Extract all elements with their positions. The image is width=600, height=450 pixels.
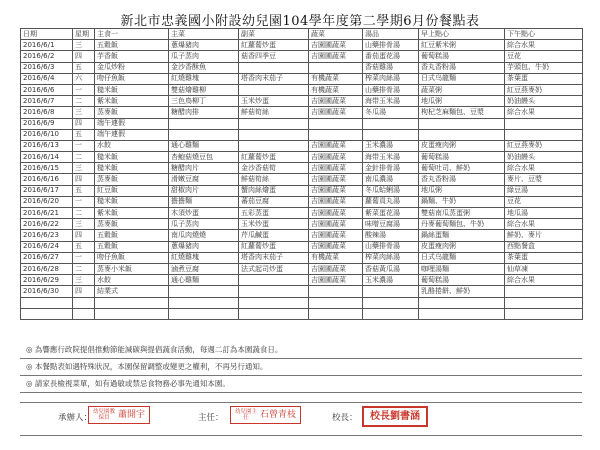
table-row xyxy=(21,84,583,95)
cell-vegetable: 吉園圃蔬菜 xyxy=(309,241,363,252)
table-row xyxy=(21,196,583,207)
cell-weekday: 四 xyxy=(73,51,95,62)
cell-soup xyxy=(363,286,419,297)
cell-morning-snack: 地瓜粥 xyxy=(419,185,505,196)
cell-weekday: 四 xyxy=(73,230,95,241)
cell-staple: 糙米飯 xyxy=(95,163,169,174)
cell-main-dish: 紅燒雞塊 xyxy=(169,73,239,84)
cell-date: 2016/6/23 xyxy=(21,230,73,241)
cell-weekday: 三 xyxy=(73,219,95,230)
cell-main-dish: 蔥爆豬肉 xyxy=(169,241,239,252)
cell-main-dish xyxy=(169,297,239,308)
cell-date: 2016/6/10 xyxy=(21,129,73,140)
cell-side-dish: 塔香肉末茄子 xyxy=(239,252,309,263)
cell-date: 2016/6/16 xyxy=(21,174,73,185)
cell-vegetable: 吉園圃蔬菜 xyxy=(309,208,363,219)
cell-side-dish xyxy=(239,286,309,297)
cell-afternoon-snack xyxy=(505,118,583,129)
cell-soup: 南瓜濃湯 xyxy=(363,174,419,185)
cell-weekday: 三 xyxy=(73,275,95,286)
cell-afternoon-snack xyxy=(505,129,583,140)
table-row xyxy=(21,297,583,308)
cell-morning-snack xyxy=(419,308,505,319)
cell-side-dish: 金沙香菇筍 xyxy=(239,163,309,174)
cell-side-dish: 芹瓜鹹蛋 xyxy=(239,230,309,241)
cell-weekday: 二 xyxy=(73,208,95,219)
cell-main-dish xyxy=(169,308,239,319)
table-row xyxy=(21,219,583,230)
cell-afternoon-snack: 麥片、豆漿 xyxy=(505,174,583,185)
cell-weekday: 五 xyxy=(73,129,95,140)
cell-main-dish: 通心雞麵 xyxy=(169,140,239,151)
table-row xyxy=(21,174,583,185)
cell-vegetable: 有機蔬菜 xyxy=(309,84,363,95)
cell-main-dish: 滑嫩豆腐 xyxy=(169,174,239,185)
cell-weekday: 四 xyxy=(73,174,95,185)
column-header-vegetable: 蔬菜 xyxy=(309,29,363,40)
cell-vegetable: 吉園圃蔬菜 xyxy=(309,152,363,163)
cell-afternoon-snack: 紅豆燕麥奶 xyxy=(505,84,583,95)
cell-afternoon-snack xyxy=(505,297,583,308)
cell-side-dish xyxy=(239,129,309,140)
cell-vegetable: 吉園圃蔬菜 xyxy=(309,185,363,196)
cell-afternoon-snack: 綠豆湯 xyxy=(505,185,583,196)
cell-main-dish: 糖醋肉片 xyxy=(169,163,239,174)
cell-date: 2016/6/21 xyxy=(21,208,73,219)
cell-side-dish: 紅蘿蔔炒蛋 xyxy=(239,241,309,252)
cell-staple: 糙米飯 xyxy=(95,196,169,207)
cell-staple: 紅豆飯 xyxy=(95,185,169,196)
cell-date: 2016/6/4 xyxy=(21,73,73,84)
cell-vegetable: 吉園圃蔬菜 xyxy=(309,196,363,207)
table-row xyxy=(21,40,583,51)
cell-morning-snack xyxy=(419,297,505,308)
cell-weekday: 二 xyxy=(73,96,95,107)
cell-vegetable: 吉園圃蔬菜 xyxy=(309,230,363,241)
cell-vegetable xyxy=(309,118,363,129)
cell-soup: 冬瓜湯 xyxy=(363,107,419,118)
cell-vegetable xyxy=(309,297,363,308)
cell-date: 2016/6/15 xyxy=(21,163,73,174)
director-stamp xyxy=(230,406,301,424)
column-header-side-dish: 副菜 xyxy=(239,29,309,40)
cell-main-dish: 杏鮑菇燒豆包 xyxy=(169,152,239,163)
signature-row xyxy=(20,402,582,436)
table-row xyxy=(21,241,583,252)
cell-date: 2016/6/20 xyxy=(21,196,73,207)
cell-morning-snack: 皮蛋瘦肉粥 xyxy=(419,241,505,252)
cell-soup xyxy=(363,308,419,319)
cell-weekday: 一 xyxy=(73,140,95,151)
cell-staple: 芋香飯 xyxy=(95,51,169,62)
table-row xyxy=(21,118,583,129)
cell-staple: 蒸麥飯 xyxy=(95,219,169,230)
page-title: 新北市忠義國小附設幼兒園104學年度第二學期6月份餐點表 xyxy=(120,14,480,29)
cell-staple: 金瓜炒粉 xyxy=(95,62,169,73)
cell-date: 2016/6/7 xyxy=(21,96,73,107)
cell-date: 2016/6/1 xyxy=(21,40,73,51)
cell-afternoon-snack: 綜合水果 xyxy=(505,40,583,51)
maker-stamp-org: 幼兒園教保員 xyxy=(93,409,116,421)
cell-vegetable xyxy=(309,129,363,140)
cell-date: 2016/6/22 xyxy=(21,219,73,230)
cell-soup: 山藥排骨湯 xyxy=(363,40,419,51)
cell-side-dish xyxy=(239,297,309,308)
cell-weekday: 三 xyxy=(73,40,95,51)
table-row xyxy=(21,308,583,319)
cell-staple: 蒸麥小米飯 xyxy=(95,263,169,274)
cell-vegetable: 吉園圃蔬菜 xyxy=(309,219,363,230)
column-header-afternoon-snack: 下午點心 xyxy=(505,29,583,40)
column-header-morning-snack: 早上點心 xyxy=(419,29,505,40)
cell-main-dish xyxy=(169,129,239,140)
cell-side-dish: 蟹肉絲燴蛋 xyxy=(239,185,309,196)
cell-weekday: 二 xyxy=(73,152,95,163)
cell-side-dish xyxy=(239,308,309,319)
cell-vegetable: 有機蔬菜 xyxy=(309,252,363,263)
cell-soup: 玉米濃湯 xyxy=(363,140,419,151)
cell-morning-snack: 雙菇南瓜蒸蛋粥 xyxy=(419,208,505,219)
cell-side-dish xyxy=(239,84,309,95)
cell-soup: 味噌豆腐湯 xyxy=(363,219,419,230)
cell-morning-snack: 香丸香粉湯 xyxy=(419,174,505,185)
cell-staple: 五穀飯 xyxy=(95,40,169,51)
note-vegetarian-day: ◎ 為響應行政院提倡推動節能減碳與提倡蔬食活動，每週二訂為本園蔬食日。 xyxy=(20,342,582,359)
cell-side-dish: 玉米炒蛋 xyxy=(239,219,309,230)
cell-morning-snack: 咖哩湯麵 xyxy=(419,263,505,274)
cell-afternoon-snack: 奶油饅头 xyxy=(505,96,583,107)
cell-vegetable xyxy=(309,286,363,297)
cell-morning-snack: 乳酪捲餅、鮮奶 xyxy=(419,286,505,297)
table-row xyxy=(21,263,583,274)
cell-date xyxy=(21,297,73,308)
cell-weekday: 一 xyxy=(73,196,95,207)
table-row xyxy=(21,107,583,118)
cell-soup: 香菇黃瓜湯 xyxy=(363,263,419,274)
cell-morning-snack: 葡萄糕湯 xyxy=(419,51,505,62)
cell-weekday: 二 xyxy=(73,263,95,274)
director-label: 主任： xyxy=(198,413,224,423)
cell-side-dish: 鮮菇筍絲 xyxy=(239,174,309,185)
cell-main-dish: 甜椒肉片 xyxy=(169,185,239,196)
cell-date: 2016/6/29 xyxy=(21,275,73,286)
cell-weekday: 三 xyxy=(73,163,95,174)
table-row xyxy=(21,252,583,263)
cell-soup: 榨菜肉絲湯 xyxy=(363,73,419,84)
cell-soup: 山藥排骨湯 xyxy=(363,84,419,95)
cell-soup: 海带玉米湯 xyxy=(363,152,419,163)
cell-vegetable xyxy=(309,62,363,73)
cell-morning-snack: 鍋絲蛋麵 xyxy=(419,230,505,241)
cell-main-dish: 滷煮豆腐 xyxy=(169,263,239,274)
cell-afternoon-snack: 仙草凍 xyxy=(505,263,583,274)
cell-date: 2016/6/9 xyxy=(21,118,73,129)
cell-staple: 結業式 xyxy=(95,286,169,297)
cell-side-dish: 鮮菇筍絲 xyxy=(239,107,309,118)
cell-afternoon-snack: 綜合水果 xyxy=(505,107,583,118)
cell-staple: 紫米飯 xyxy=(95,208,169,219)
cell-main-dish: 木須炒蛋 xyxy=(169,208,239,219)
principal-stamp: 校長劉書涵 xyxy=(362,406,428,427)
table-row xyxy=(21,230,583,241)
cell-morning-snack: 葡萄糕湯 xyxy=(419,152,505,163)
cell-soup: 海带玉米湯 xyxy=(363,96,419,107)
cell-vegetable: 吉園圃蔬菜 xyxy=(309,174,363,185)
note-allergy: ◎ 請家長檢視菜單，如有過敏或禁忌食物務必事先通知本園。 xyxy=(20,376,582,393)
cell-vegetable xyxy=(309,308,363,319)
cell-vegetable: 吉園圃蔬菜 xyxy=(309,140,363,151)
cell-soup xyxy=(363,129,419,140)
cell-side-dish: 紅蘿蔔炒蛋 xyxy=(239,152,309,163)
table-row xyxy=(21,275,583,286)
cell-vegetable: 吉園圃蔬菜 xyxy=(309,275,363,286)
cell-afternoon-snack: 豆花 xyxy=(505,196,583,207)
cell-staple: 水餃 xyxy=(95,275,169,286)
cell-soup: 冬瓜蛤蜊湯 xyxy=(363,185,419,196)
cell-staple: 吻仔魚飯 xyxy=(95,73,169,84)
cell-main-dish xyxy=(169,286,239,297)
cell-date: 2016/6/3 xyxy=(21,62,73,73)
cell-weekday: 六 xyxy=(73,73,95,84)
cell-staple: 吻仔魚飯 xyxy=(95,252,169,263)
note-menu-change: ◎ 本餐點表如遇特殊狀況，本園保留調整或變更之權利，不再另行通知。 xyxy=(20,359,582,376)
cell-morning-snack: 丹麥葡萄麵包、牛奶 xyxy=(419,219,505,230)
cell-date: 2016/6/28 xyxy=(21,263,73,274)
cell-morning-snack: 香丸香粉湯 xyxy=(419,62,505,73)
cell-afternoon-snack: 地瓜湯 xyxy=(505,208,583,219)
director-stamp-name: 石曾青枝 xyxy=(260,409,297,420)
cell-date: 2016/6/2 xyxy=(21,51,73,62)
cell-date: 2016/6/13 xyxy=(21,140,73,151)
cell-weekday: 一 xyxy=(73,252,95,263)
cell-date xyxy=(21,308,73,319)
table-row xyxy=(21,140,583,151)
cell-morning-snack: 葡萄糕湯 xyxy=(419,275,505,286)
column-header-soup: 湯品 xyxy=(363,29,419,40)
cell-staple: 糙米飯 xyxy=(95,152,169,163)
cell-weekday: 五 xyxy=(73,241,95,252)
table-row xyxy=(21,208,583,219)
cell-weekday: 三 xyxy=(73,107,95,118)
cell-staple: 水餃 xyxy=(95,140,169,151)
cell-side-dish: 紅蘿蔔炒蛋 xyxy=(239,40,309,51)
cell-side-dish: 塔香肉末茄子 xyxy=(239,73,309,84)
cell-morning-snack xyxy=(419,118,505,129)
cell-afternoon-snack: 綜合水果 xyxy=(505,219,583,230)
cell-afternoon-snack: 奶油饅头 xyxy=(505,152,583,163)
cell-soup: 玉米濃湯 xyxy=(363,275,419,286)
cell-staple: 紫米飯 xyxy=(95,96,169,107)
cell-afternoon-snack: 綜合水果 xyxy=(505,275,583,286)
cell-weekday xyxy=(73,297,95,308)
cell-side-dish: 蕃茄豆腐 xyxy=(239,196,309,207)
cell-vegetable: 吉園圃蔬菜 xyxy=(309,107,363,118)
cell-weekday: 五 xyxy=(73,62,95,73)
column-header-staple: 主食一 xyxy=(95,29,169,40)
cell-afternoon-snack: 鮮奶、麥片 xyxy=(505,230,583,241)
cell-staple: 端午連假 xyxy=(95,129,169,140)
cell-staple: 端午連假 xyxy=(95,118,169,129)
cell-soup: 香菇雞湯 xyxy=(363,62,419,73)
cell-morning-snack: 蔬菜粥 xyxy=(419,84,505,95)
column-header-main-dish: 主菜 xyxy=(169,29,239,40)
table-row xyxy=(21,185,583,196)
cell-afternoon-snack: 紅豆燕麥奶 xyxy=(505,140,583,151)
principal-label: 校長： xyxy=(332,413,358,423)
cell-afternoon-snack xyxy=(505,286,583,297)
cell-morning-snack: 葡萄吐司、鮮奶 xyxy=(419,163,505,174)
cell-vegetable: 吉園圃蔬菜 xyxy=(309,263,363,274)
cell-morning-snack: 地瓜粥 xyxy=(419,96,505,107)
cell-staple: 蒸麥飯 xyxy=(95,174,169,185)
table-row xyxy=(21,163,583,174)
table-row xyxy=(21,62,583,73)
meal-table xyxy=(20,28,583,320)
cell-side-dish xyxy=(239,118,309,129)
cell-soup xyxy=(363,118,419,129)
cell-date: 2016/6/14 xyxy=(21,152,73,163)
cell-afternoon-snack: 茶葉蛋 xyxy=(505,73,583,84)
cell-main-dish: 糖醋肉排 xyxy=(169,107,239,118)
cell-main-dish: 蔥爆豬肉 xyxy=(169,40,239,51)
cell-afternoon-snack: 綜合水果 xyxy=(505,163,583,174)
column-header-weekday: 星期 xyxy=(73,29,95,40)
maker-stamp-name: 蕭開宇 xyxy=(118,409,146,420)
table-row xyxy=(21,152,583,163)
cell-vegetable: 吉園圃蔬菜 xyxy=(309,96,363,107)
maker-stamp xyxy=(88,406,150,424)
cell-weekday: 四 xyxy=(73,286,95,297)
cell-date: 2016/6/8 xyxy=(21,107,73,118)
cell-vegetable: 吉園圃蔬菜 xyxy=(309,51,363,62)
cell-side-dish: 菇香四季豆 xyxy=(239,51,309,62)
cell-soup: 酸辣湯 xyxy=(363,230,419,241)
table-row xyxy=(21,286,583,297)
cell-side-dish: 五彩蒸蛋 xyxy=(239,208,309,219)
cell-staple: 五穀飯 xyxy=(95,230,169,241)
cell-morning-snack: 日式乌龍麵 xyxy=(419,252,505,263)
cell-morning-snack xyxy=(419,129,505,140)
cell-side-dish xyxy=(239,140,309,151)
table-row xyxy=(21,73,583,84)
cell-morning-snack: 紅豆紫米粥 xyxy=(419,40,505,51)
cell-main-dish: 通心雞麵 xyxy=(169,275,239,286)
cell-vegetable: 吉園圃蔬菜 xyxy=(309,163,363,174)
cell-side-dish xyxy=(239,275,309,286)
table-row xyxy=(21,96,583,107)
cell-soup: 蘿蔔貢丸湯 xyxy=(363,196,419,207)
cell-staple: 糙米飯 xyxy=(95,84,169,95)
cell-side-dish: 法式起司炒蛋 xyxy=(239,263,309,274)
cell-morning-snack: 枸杞芝麻麵包、豆漿 xyxy=(419,107,505,118)
column-header-date: 日期 xyxy=(21,29,73,40)
cell-date: 2016/6/24 xyxy=(21,241,73,252)
cell-morning-snack: 皮蛋瘦肉粥 xyxy=(419,140,505,151)
cell-staple: 五穀飯 xyxy=(95,241,169,252)
cell-staple xyxy=(95,308,169,319)
cell-soup xyxy=(363,297,419,308)
cell-main-dish xyxy=(169,118,239,129)
cell-side-dish xyxy=(239,62,309,73)
cell-main-dish: 三色鳥柳丁 xyxy=(169,96,239,107)
cell-soup: 山藥排骨湯 xyxy=(363,241,419,252)
director-stamp-org: 幼兒園主任 xyxy=(235,409,258,421)
cell-afternoon-snack: 西點餐盒 xyxy=(505,241,583,252)
cell-main-dish: 紅燒雞塊 xyxy=(169,252,239,263)
cell-afternoon-snack: 茶葉蛋 xyxy=(505,252,583,263)
cell-morning-snack: 日式乌龍麵 xyxy=(419,73,505,84)
cell-main-dish: 金沙香酥魚 xyxy=(169,62,239,73)
cell-soup: 金針排骨湯 xyxy=(363,163,419,174)
cell-date: 2016/6/17 xyxy=(21,185,73,196)
cell-staple: 蒸麥飯 xyxy=(95,107,169,118)
cell-weekday xyxy=(73,308,95,319)
cell-weekday: 五 xyxy=(73,185,95,196)
cell-soup: 番茄蛋花湯 xyxy=(363,51,419,62)
cell-staple xyxy=(95,297,169,308)
cell-afternoon-snack: 豆花 xyxy=(505,51,583,62)
table-row xyxy=(21,129,583,140)
cell-weekday: 一 xyxy=(73,84,95,95)
cell-vegetable: 吉園圃蔬菜 xyxy=(309,40,363,51)
cell-morning-snack: 鍋麵、牛奶 xyxy=(419,196,505,207)
cell-afternoon-snack: 芋頭包、牛奶 xyxy=(505,62,583,73)
cell-date: 2016/6/6 xyxy=(21,84,73,95)
cell-weekday: 四 xyxy=(73,118,95,129)
cell-soup: 紫菜蛋花湯 xyxy=(363,208,419,219)
table-header-row xyxy=(21,29,583,40)
cell-main-dish: 南瓜肉燒燒 xyxy=(169,230,239,241)
table-row xyxy=(21,51,583,62)
cell-main-dish: 瓜子蒸肉 xyxy=(169,219,239,230)
cell-side-dish: 玉米炒蛋 xyxy=(239,96,309,107)
cell-date: 2016/6/30 xyxy=(21,286,73,297)
notes-section xyxy=(20,342,582,393)
cell-vegetable: 有機蔬菜 xyxy=(309,73,363,84)
maker-label: 承辦人： xyxy=(58,413,93,423)
cell-main-dish: 瓜子蒸肉 xyxy=(169,51,239,62)
cell-main-dish: 擔擔麵 xyxy=(169,196,239,207)
cell-date: 2016/6/27 xyxy=(21,252,73,263)
cell-soup: 榨菜肉絲湯 xyxy=(363,252,419,263)
cell-afternoon-snack xyxy=(505,308,583,319)
cell-main-dish: 雙菇燴雞柳 xyxy=(169,84,239,95)
